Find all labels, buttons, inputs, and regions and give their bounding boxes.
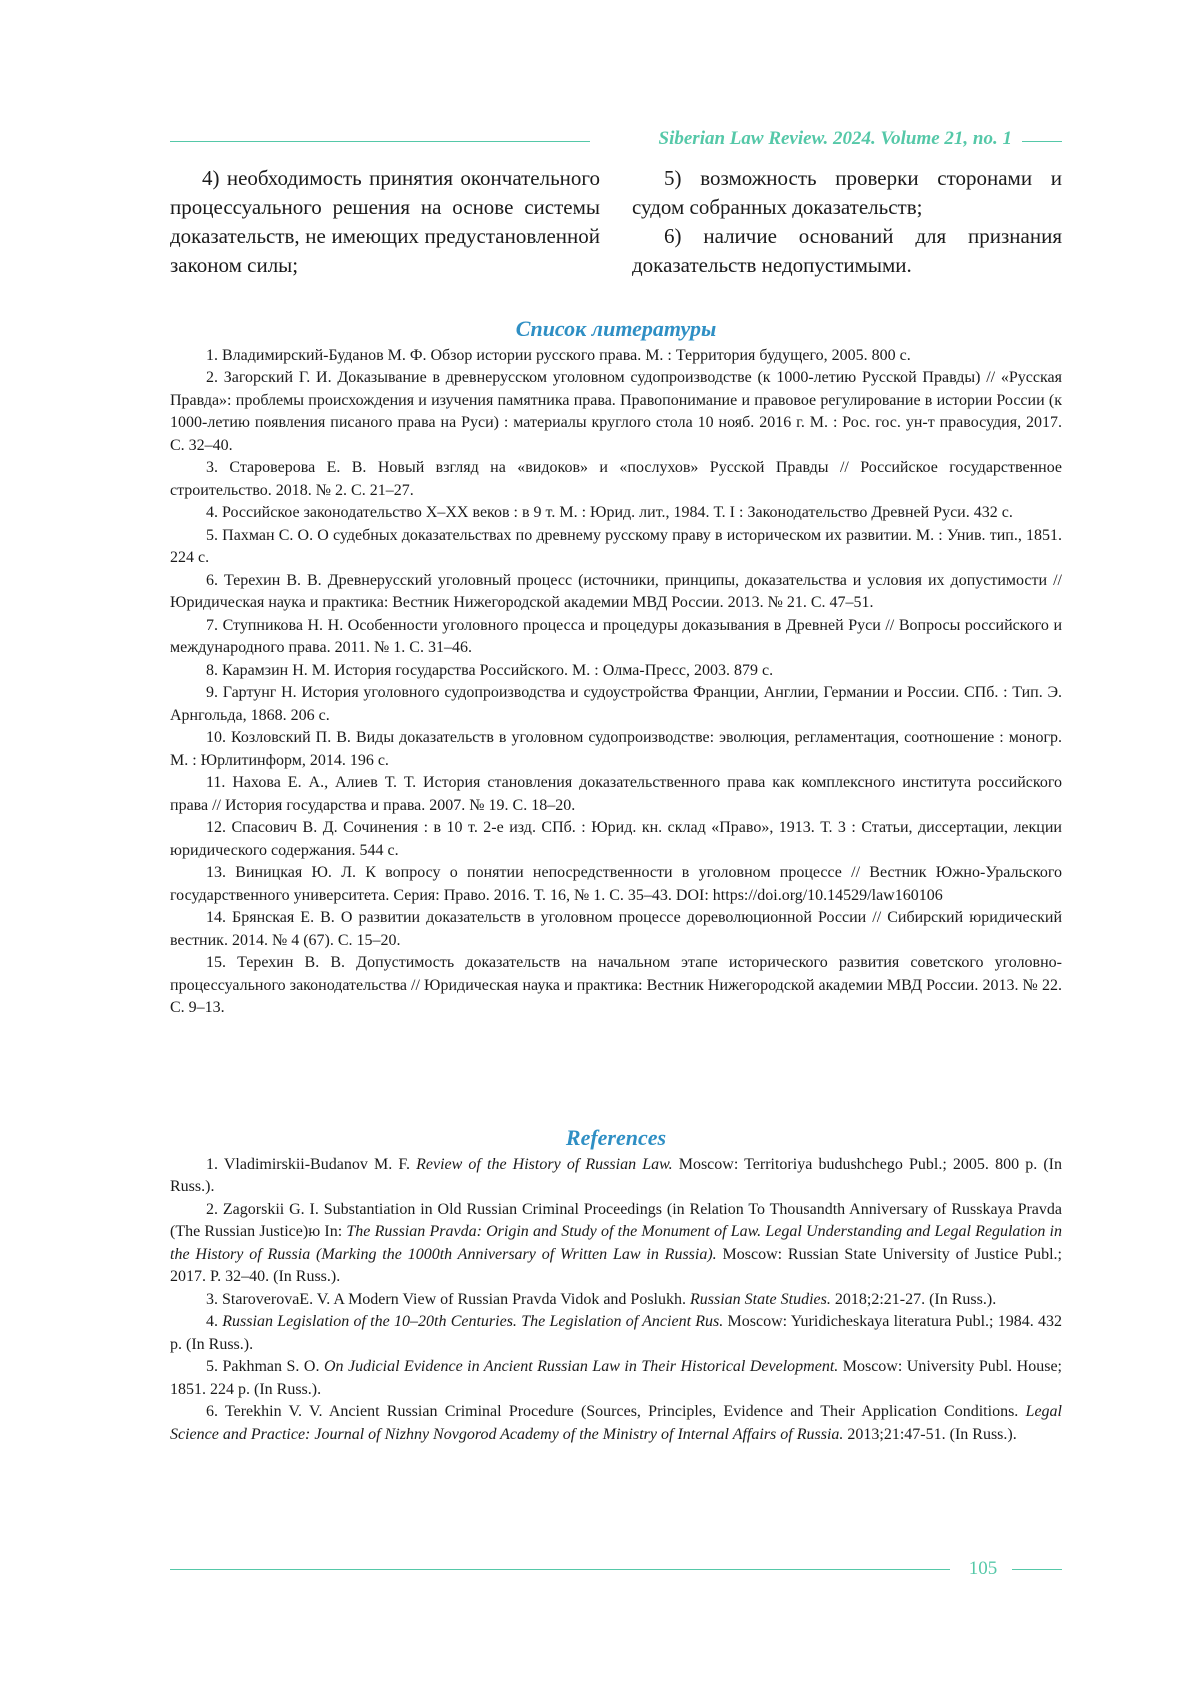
page-footer bbox=[170, 1558, 1062, 1580]
reference-item: 3. Староверова Е. В. Новый взгляд на «видоков» и «послухов» Русской Правды // Российское государственное строительство. 2018. № 2. С. 21–27. bbox=[170, 459, 1062, 499]
references-ru-title: Список литературы bbox=[515, 316, 717, 341]
references-en bbox=[170, 1127, 1062, 1446]
header-rule-right bbox=[1022, 141, 1062, 142]
body-paragraph: 6) наличие оснований для признания доказательств недопустимыми. bbox=[632, 224, 1062, 277]
references-en-title: References bbox=[565, 1125, 667, 1150]
footer-rule-left bbox=[170, 1569, 950, 1570]
reference-item: 2. Zagorskii G. I. Substantiation in Old Russian Criminal Proceedings (in Relation To Thousandth Anniversary of Russkaya Pravda (The Russian Justice)ю In: The Russian Pravda: Origin and Study of the Monument of Law. Legal Understanding and Legal Regulation in the History of Russia (Marking the 1000th Anniversary of Written Law in Russia). Moscow: Russian State University of Justice Publ.; 2017. P. 32–40. (In Russ.). bbox=[170, 1200, 1062, 1285]
body-column-left bbox=[170, 164, 600, 280]
reference-item: 7. Ступникова Н. Н. Особенности уголовного процесса и процедуры доказывания в Древней Руси // Вопросы российского и международного права. 2011. № 1. С. 31–46. bbox=[170, 616, 1062, 656]
header-rule-left bbox=[170, 141, 590, 142]
body-column-right bbox=[632, 164, 1062, 280]
reference-item: 1. Vladimirskii-Budanov M. F. Review of the History of Russian Law. Moscow: Territoriya budushchego Publ.; 2005. 800 p. (In Russ.). bbox=[170, 1155, 1062, 1195]
footer-rule-right bbox=[1012, 1569, 1062, 1570]
reference-item: 14. Брянская Е. В. О развитии доказательств в уголовном процессе дореволюционной России // Сибирский юридический вестник. 2014. № 4 (67). С. 15–20. bbox=[170, 909, 1062, 949]
page-number: 105 bbox=[968, 1558, 998, 1579]
reference-item: 5. Пахман С. О. О судебных доказательствах по древнему русскому праву в историческом их развитии. М. : Унив. тип., 1851. 224 с. bbox=[170, 526, 1062, 566]
reference-item: 5. Pakhman S. O. On Judicial Evidence in Ancient Russian Law in Their Historical Development. Moscow: University Publ. House; 1851. 224 p. (In Russ.). bbox=[170, 1358, 1062, 1398]
references-ru bbox=[170, 318, 1062, 1020]
reference-item: 6. Terekhin V. V. Ancient Russian Criminal Procedure (Sources, Principles, Evidence and Their Application Conditions. Legal Science and Practice: Journal of Nizhny Novgorod Academy of the Ministry of Internal Affairs of Russia. 2013;21:47-51. (In Russ.). bbox=[170, 1403, 1062, 1443]
body-paragraph: 4) необходимость принятия окончательного процессуального решения на основе системы доказательств, не имеющих предустановленной законом силы; bbox=[170, 166, 600, 277]
body-two-columns bbox=[170, 164, 1062, 280]
reference-item: 4. Russian Legislation of the 10–20th Centuries. The Legislation of Ancient Rus. Moscow: Yuridicheskaya literatura Publ.; 1984. 432 p. (In Russ.). bbox=[170, 1313, 1062, 1353]
reference-item: 10. Козловский П. В. Виды доказательств в уголовном судопроизводстве: эволюция, регламентация, соотношение : моногр. М. : Юрлитинформ, 2014. 196 с. bbox=[170, 729, 1062, 769]
reference-item: 3. StaroverovaE. V. A Modern View of Russian Pravda Vidok and Poslukh. Russian State Studies. 2018;2:21-27. (In Russ.). bbox=[206, 1290, 997, 1308]
reference-item: 8. Карамзин Н. М. История государства Российского. М. : Олма-Пресс, 2003. 879 с. bbox=[206, 661, 774, 679]
reference-item: 6. Терехин В. В. Древнерусский уголовный процесс (источники, принципы, доказательства и условия их допустимости // Юридическая наука и практика: Вестник Нижегородской академии МВД России. 2013. № 21. С. 47–51. bbox=[170, 571, 1062, 611]
reference-item: 15. Терехин В. В. Допустимость доказательств на начальном этапе исторического развития советского уголовно-процессуального законодательства // Юридическая наука и практика: Вестник Нижегородской академии МВД России. 2013. № 22. С. 9–13. bbox=[170, 954, 1062, 1016]
reference-item: 4. Российское законодательство X–XX веков : в 9 т. М. : Юрид. лит., 1984. Т. I : Законодательство Древней Руси. 432 с. bbox=[206, 504, 1013, 521]
reference-item: 12. Спасович В. Д. Сочинения : в 10 т. 2-е изд. СПб. : Юрид. кн. склад «Право», 1913. Т. 3 : Статьи, диссертации, лекции юридического содержания. 544 с. bbox=[170, 819, 1062, 859]
journal-title: Siberian Law Review. 2024. Volume 21, no. 1 bbox=[658, 128, 1012, 149]
reference-item: 11. Нахова Е. А., Алиев Т. Т. История становления доказательственного права как комплексного института российского права // История государства и права. 2007. № 19. С. 18–20. bbox=[170, 774, 1062, 814]
reference-item: 9. Гартунг Н. История уголовного судопроизводства и судоустройства Франции, Англии, Германии и России. СПб. : Тип. Э. Арнгольда, 1868. 206 с. bbox=[170, 684, 1062, 724]
reference-item: 2. Загорский Г. И. Доказывание в древнерусском уголовном судопроизводстве (к 1000-летию Русской Правды) // «Русская Правда»: проблемы происхождения и изучения памятника права. Правопонимание и правовое регулирование в истории России (к 1000-летию появления писаного права на Руси) : материалы круглого стола 10 нояб. 2016 г. М. : Рос. гос. ун-т правосудия, 2017. С. 32–40. bbox=[170, 369, 1062, 454]
reference-item: 13. Виницкая Ю. Л. К вопросу о понятии непосредственности в уголовном процессе // Вестник Южно-Уральского государственного университета. Серия: Право. 2016. Т. 16, № 1. С. 35–43. DOI: https://doi.org/10.14529/law160106 bbox=[170, 864, 1062, 904]
body-paragraph: 5) возможность проверки сторонами и судом собранных доказательств; bbox=[632, 166, 1062, 219]
running-header bbox=[170, 128, 1062, 154]
reference-item: 1. Владимирский-Буданов М. Ф. Обзор истории русского права. М. : Территория будущего, 2005. 800 с. bbox=[206, 346, 911, 364]
